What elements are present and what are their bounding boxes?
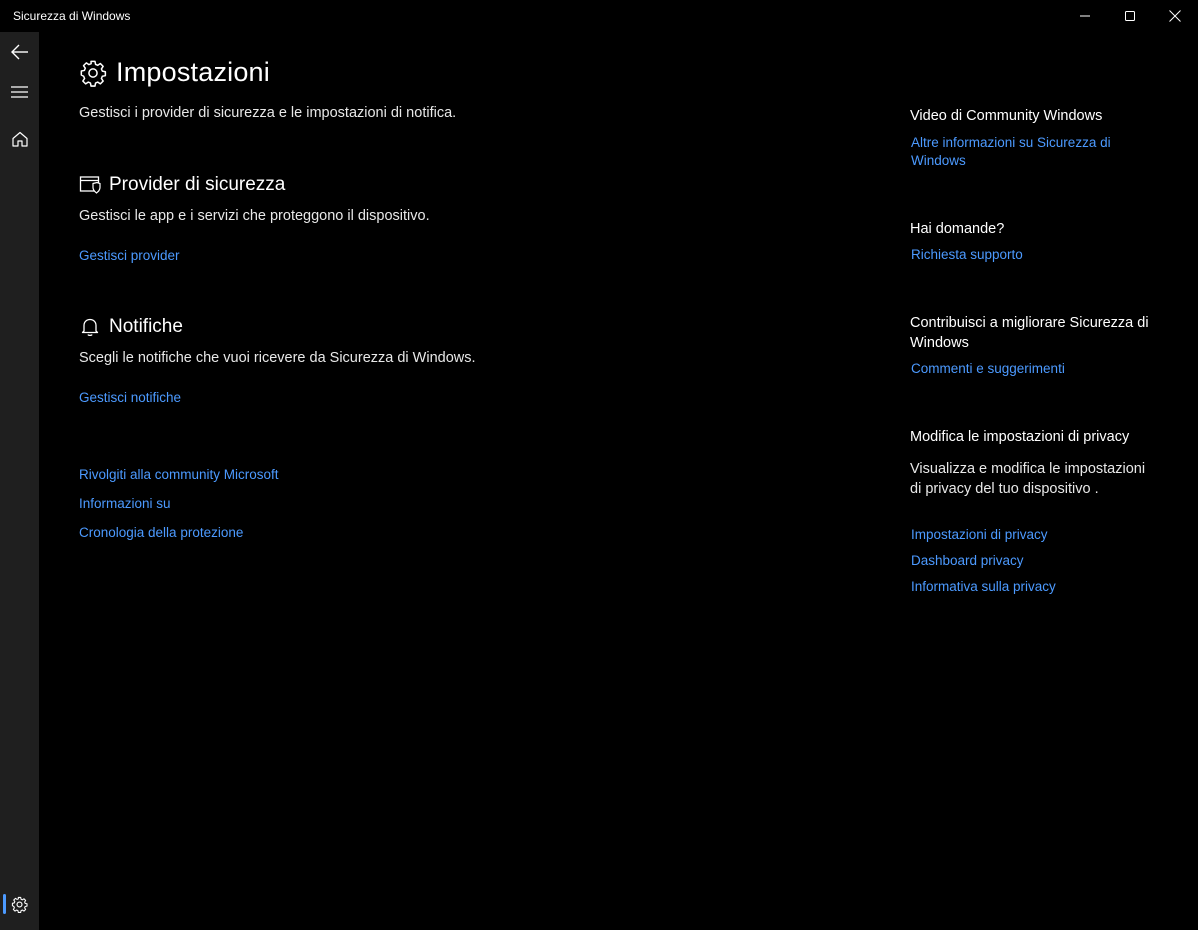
manage-providers-link[interactable]: Gestisci provider [79,248,180,263]
title-bar [0,0,1198,32]
maximize-button[interactable] [1107,0,1153,32]
page-description: Gestisci i provider di sicurezza e le impostazioni di notifica. [79,105,457,121]
close-button[interactable] [1152,0,1198,32]
page-title: Impostazioni [116,57,270,87]
manage-notifications-link[interactable]: Gestisci notifiche [79,390,182,405]
back-button[interactable] [0,32,39,72]
gear-icon [11,896,28,913]
privacy-statement-link[interactable]: Informativa sulla privacy [911,579,1056,594]
improve-heading: Contribuisci a migliorare Sicurezza di Windows [910,315,1149,351]
providers-section-description: Gestisci le app e i servizi che proteggono il dispositivo. [79,208,430,224]
notifications-section-title: Notifiche [109,316,183,337]
home-button[interactable] [0,119,39,159]
page-header [79,57,270,88]
minimize-button[interactable] [1062,0,1108,32]
privacy-dashboard-link[interactable]: Dashboard privacy [911,553,1024,568]
gear-icon [79,59,107,87]
bell-icon [79,316,101,338]
notifications-section-description: Scegli le notifiche che vuoi ricevere da Sicurezza di Windows. [79,350,476,366]
close-icon [1169,10,1181,22]
maximize-icon [1125,11,1135,21]
settings-nav-button[interactable] [0,884,39,924]
security-provider-icon [79,174,101,196]
protection-history-link[interactable]: Cronologia della protezione [79,525,244,540]
window-title: Sicurezza di Windows [13,9,131,23]
about-link[interactable]: Informazioni su [79,496,171,511]
hamburger-menu-icon [11,86,28,98]
privacy-description: Visualizza e modifica le impostazioni di privacy del tuo dispositivo . [910,461,1146,497]
privacy-settings-link[interactable]: Impostazioni di privacy [911,527,1048,542]
learn-more-security-link[interactable]: Altre informazioni su Sicurezza di Windows [911,135,1111,168]
minimize-icon [1080,11,1090,21]
get-support-link[interactable]: Richiesta supporto [911,247,1023,262]
feedback-link[interactable]: Commenti e suggerimenti [911,361,1065,376]
back-arrow-icon [11,44,29,60]
questions-heading: Hai domande? [910,221,1005,237]
menu-button[interactable] [0,72,39,112]
community-video-heading: Video di Community Windows [910,108,1103,124]
privacy-heading: Modifica le impostazioni di privacy [910,429,1130,445]
navigation-rail [0,32,39,930]
providers-section-header [79,174,285,196]
notifications-section-header [79,316,183,338]
providers-section-title: Provider di sicurezza [109,174,286,195]
community-link[interactable]: Rivolgiti alla community Microsoft [79,467,279,482]
home-icon [12,131,28,147]
